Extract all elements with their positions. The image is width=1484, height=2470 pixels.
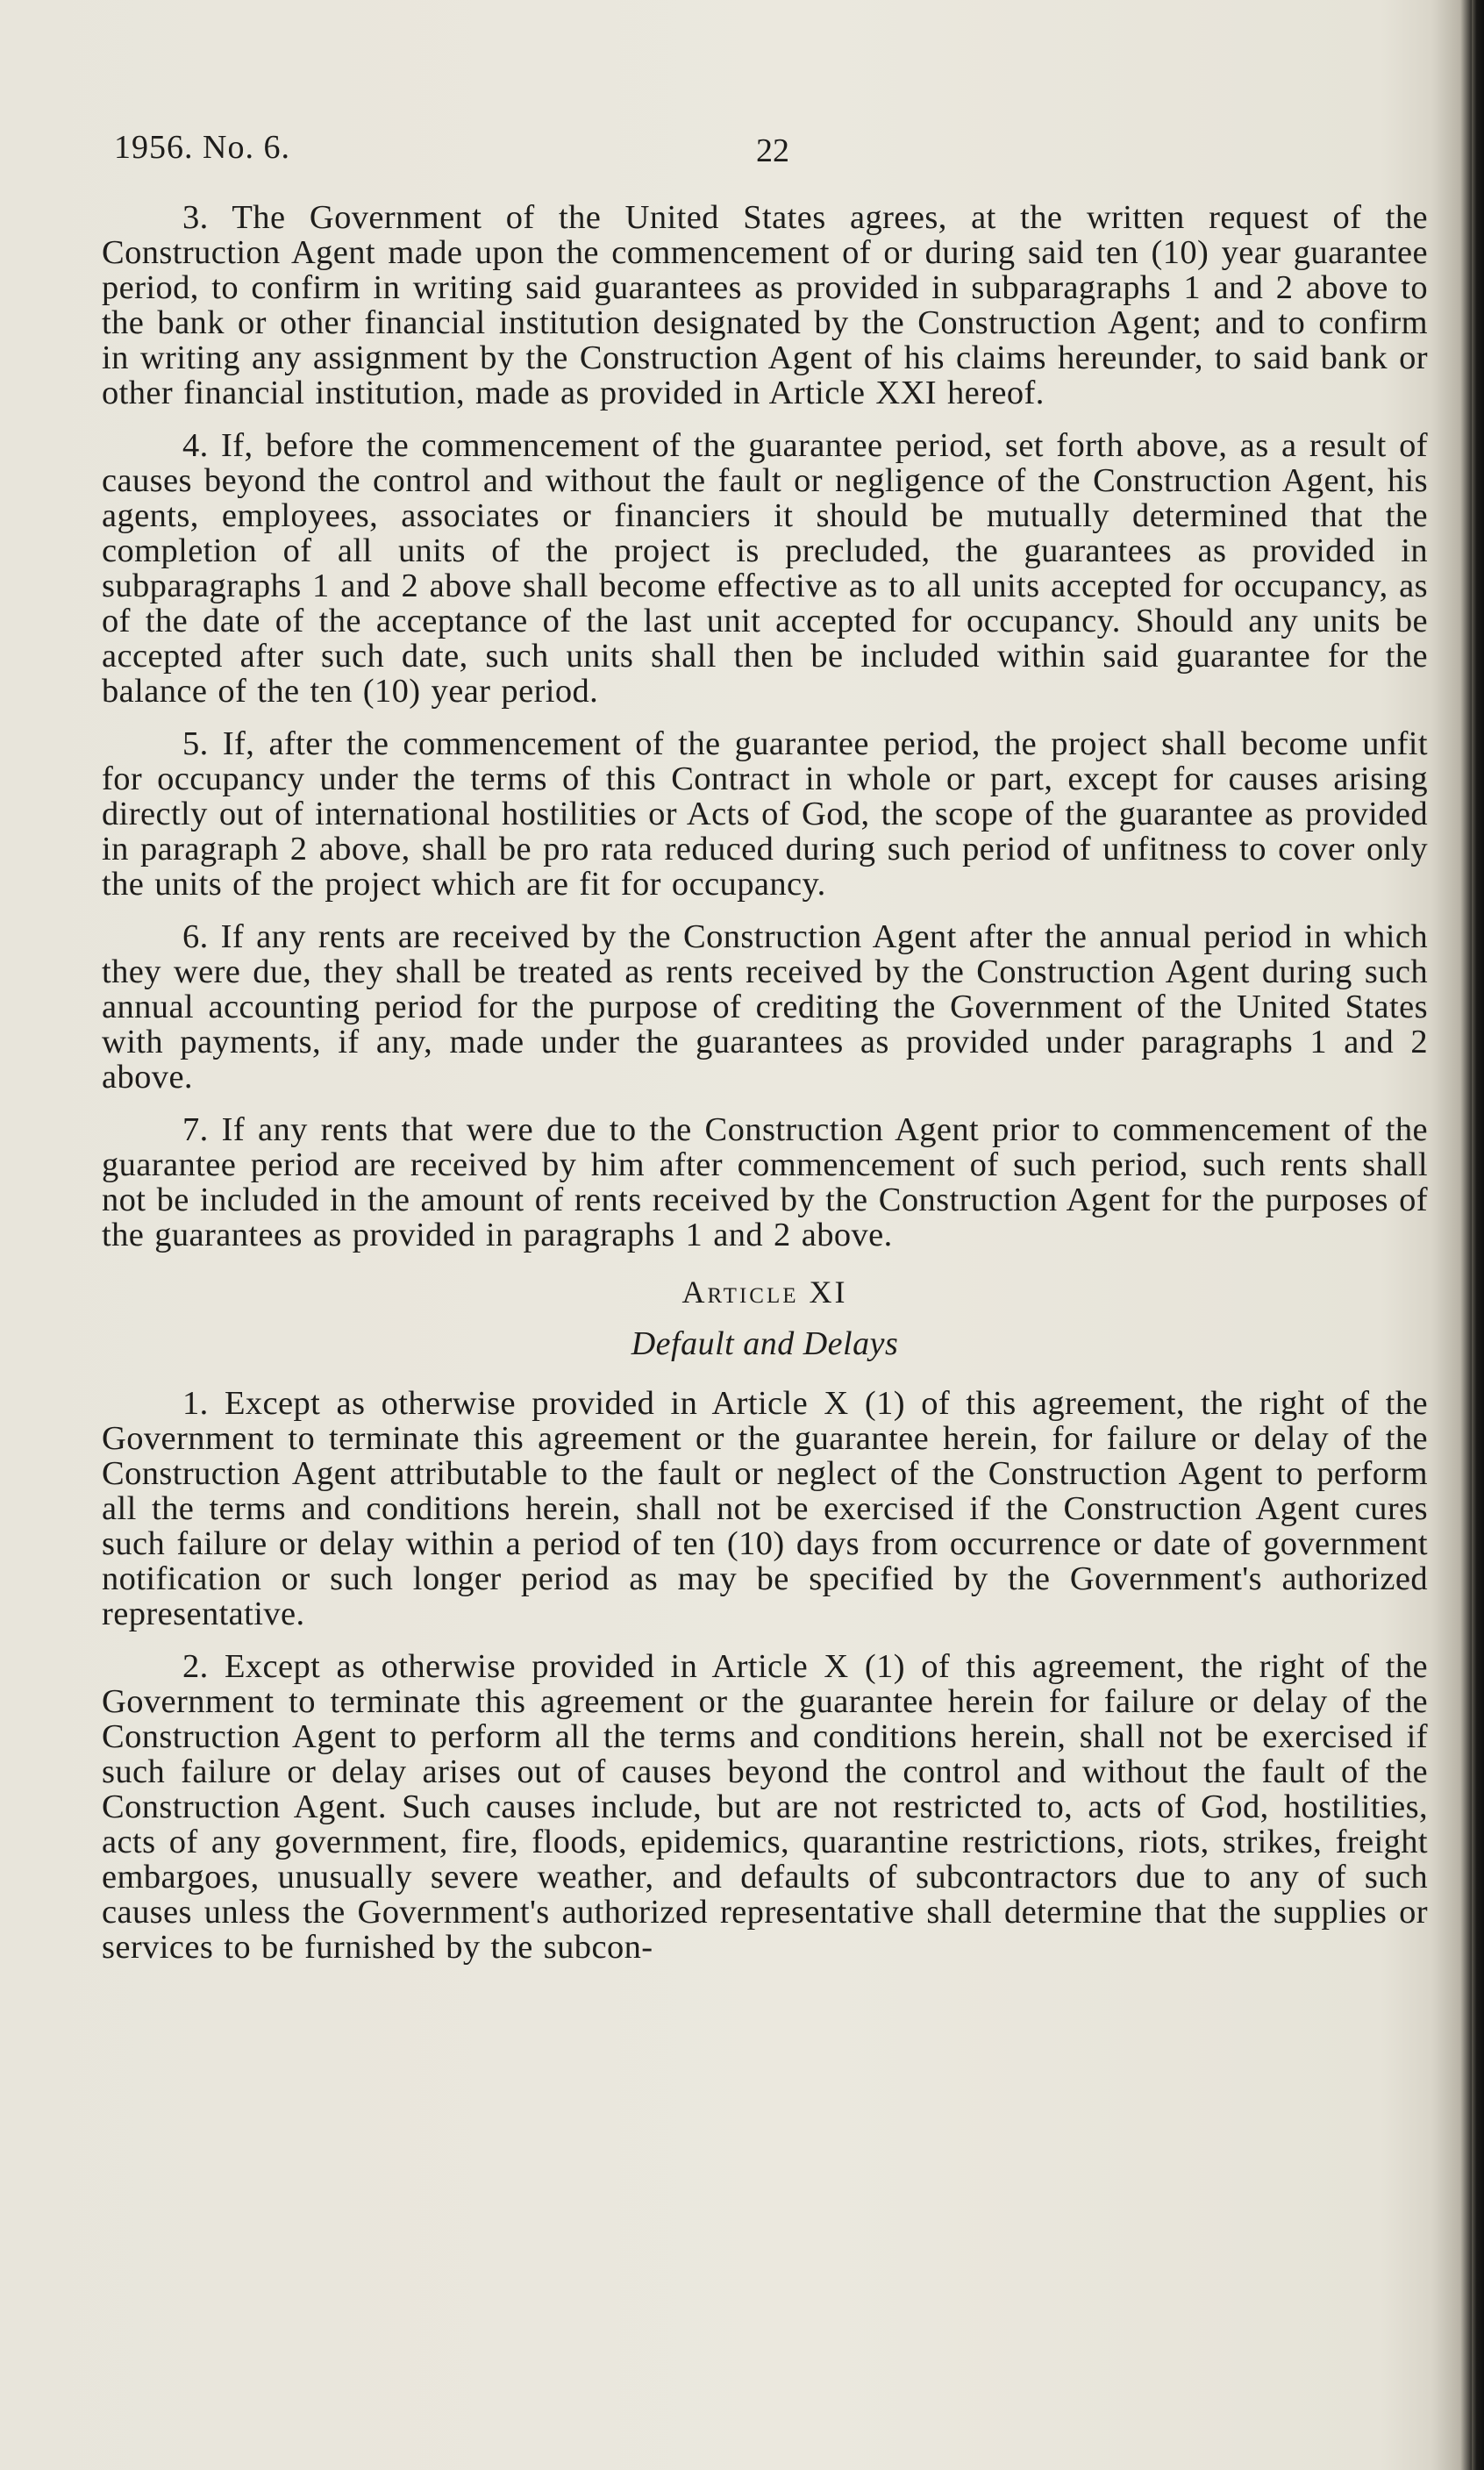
book-spine-shadow [1472,0,1484,2470]
article-subheading: Default and Delays [631,1325,899,1362]
paragraph-3: 3. The Government of the United States agrees, at the written request of the Construction Agent made upon the commencement of or during said ten (10) year guarantee period, to confirm in writing said guarantees as provided in subparagraphs 1 and 2 above to the bank or other financial institution designated by the Construction Agent; and to confirm in writing any assignment by the Construction Agent of his claims hereunder, to said bank or other financial institution, made as provided in Article XXI hereof. [102,199,1428,411]
paragraph-7: 7. If any rents that were due to the Construction Agent prior to commencement of the guarantee period are received by him after commencement of such period, such rents shall not be included in the amount of rents received by the Construction Agent for the purposes of the guarantees as provided in paragraphs 1 and 2 above. [102,1111,1428,1253]
running-head: 1956. No. 6. [114,129,290,166]
paragraph-5: 5. If, after the commencement of the guarantee period, the project shall become unfit for occupancy under the terms of this Contract in whole or part, except for causes arising directly out of international hostilities or Acts of God, the scope of the guarantee as provided in paragraph 2 above, shall be pro rata reduced during such period of unfitness to cover only the units of the project which are fit for occupancy. [102,725,1428,903]
article-xi-paragraph-1: 1. Except as otherwise provided in Article X (1) of this agreement, the right of the Government to terminate this agreement or the guarantee herein, for failure or delay of the Construction Agent attributable to the fault or neglect of the Construction Agent to perform all the terms and conditions herein, shall not be exercised if the Construction Agent cures such failure or delay within a period of ten (10) days from occurrence or date of government notification or such longer period as may be specified by the Government's authorized representative. [102,1385,1428,1632]
body-text [102,200,1428,1982]
article-xi-paragraph-2: 2. Except as otherwise provided in Article X (1) of this agreement, the right of the Government to terminate this agreement or the guarantee herein for failure or delay of the Construction Agent to perform all the terms and conditions herein, shall not be exercised if such failure or delay arises out of causes beyond the control and without the fault of the Construction Agent. Such causes include, but are not restricted to, acts of God, hostilities, acts of any government, fire, floods, epidemics, quarantine restrictions, riots, strikes, freight embargoes, unusually severe weather, and defaults of subcontractors due to any of such causes unless the Government's authorized representative shall determine that the supplies or services to be furnished by the subcon- [102,1648,1428,1966]
article-heading: Article XI [681,1274,848,1310]
page-number: 22 [756,132,789,169]
paragraph-4: 4. If, before the commencement of the guarantee period, set forth above, as a result of causes beyond the control and without the fault or negligence of the Construction Agent, his agents, employees, associates or financiers it should be mutually determined that the completion of all units of the project is precluded, the guarantees as provided in subparagraphs 1 and 2 above shall become effective as to all units accepted for occupancy, as of the date of the acceptance of the last unit accepted for occupancy. Should any units be accepted after such date, such units shall then be included within said guarantee for the balance of the ten (10) year period. [102,427,1428,710]
paragraph-6: 6. If any rents are received by the Construction Agent after the annual period in which they were due, they shall be treated as rents received by the Construction Agent during such annual accounting period for the purpose of crediting the Government of the United States with payments, if any, made under the guarantees as provided under paragraphs 1 and 2 above. [102,918,1428,1096]
